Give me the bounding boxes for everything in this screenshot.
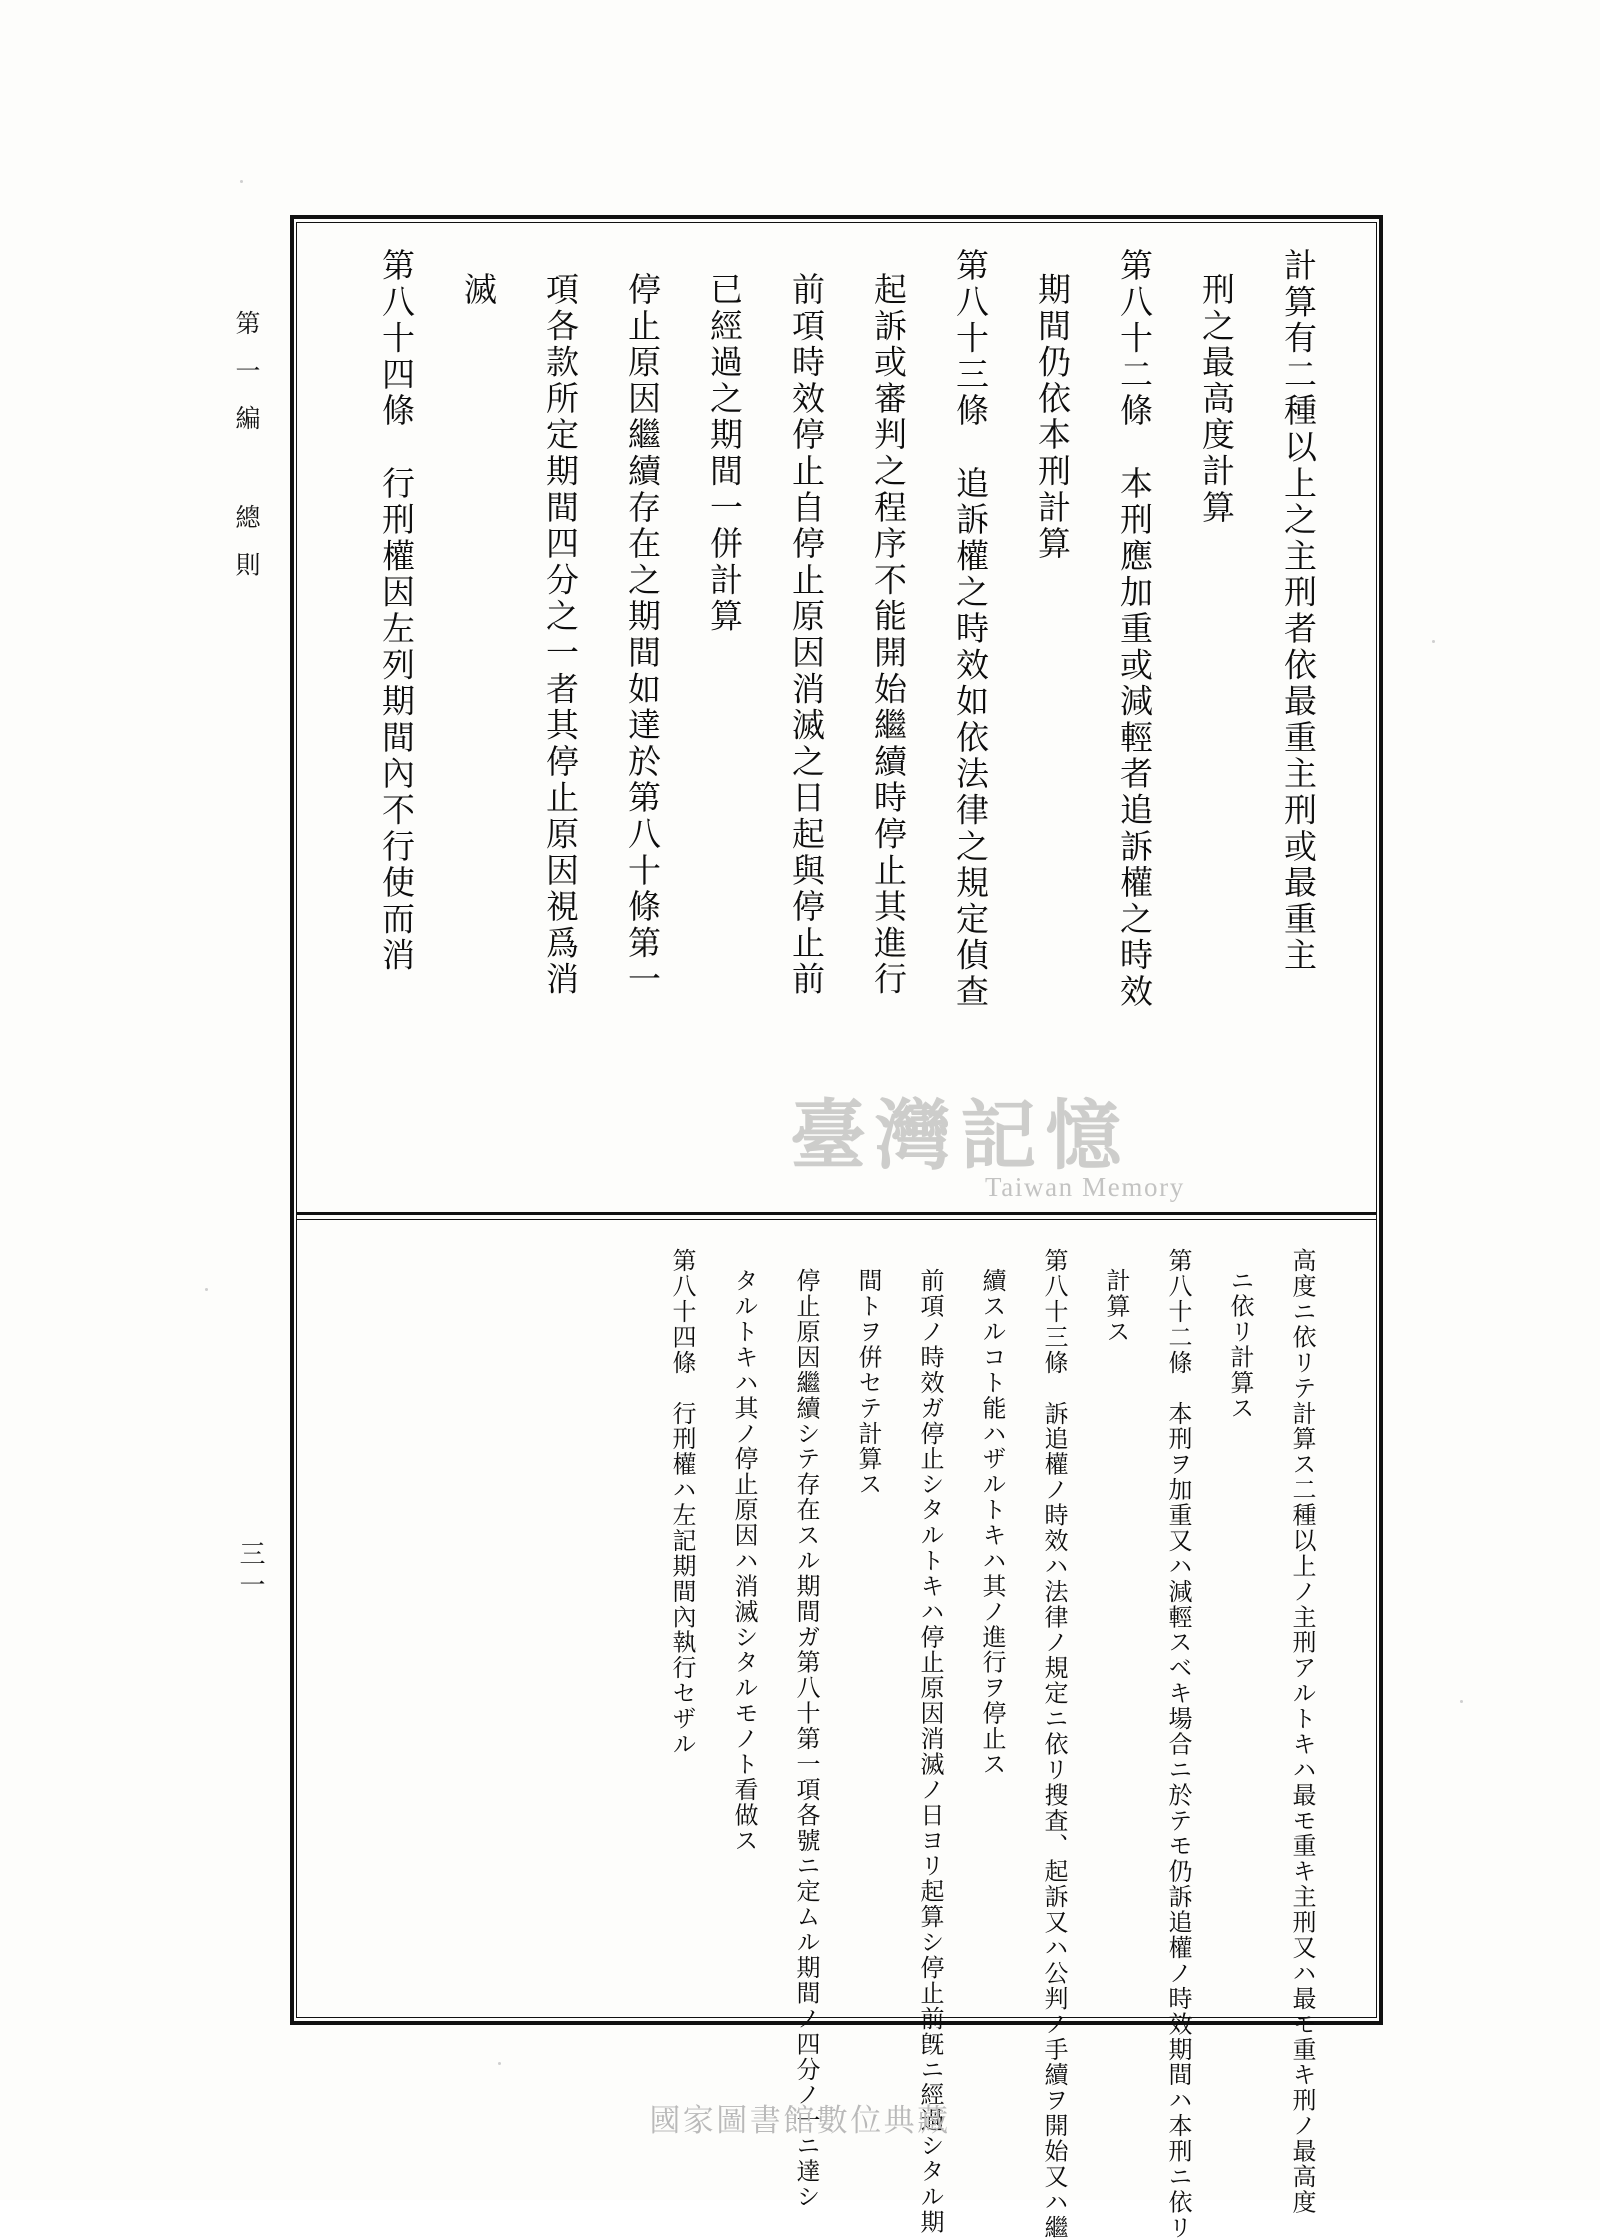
lower-column-10: タルトキハ其ノ停止原因ハ消滅シタルモノト看做ス	[730, 1268, 758, 1854]
lower-column-11: 第八十四條 行刑權ハ左記期間內執行セザル	[668, 1248, 696, 1757]
register-divider-secondary	[296, 1219, 1377, 1220]
lower-column-2: ニ依リ計算ス	[1226, 1268, 1254, 1421]
upper-column-1: 計算有二種以上之主刑者依最重主刑或最重主	[1279, 248, 1318, 974]
lower-column-4: 計算ス	[1102, 1268, 1130, 1345]
upper-column-2: 刑之最高度計算	[1197, 272, 1236, 527]
watermark-cjk: 臺灣記憶	[790, 1091, 1131, 1180]
scan-speck	[1432, 640, 1435, 643]
page-number: 三一	[235, 1540, 265, 1603]
upper-column-10: 項各款所定期間四分之一者其停止原因視爲消	[541, 272, 580, 998]
lower-column-3: 第八十二條 本刑ヲ加重又ハ減輕スベキ場合ニ於テモ仍訴追權ノ時效期間ハ本刑ニ依リ	[1164, 1248, 1192, 2240]
lower-column-6: 續スルコト能ハザルトキハ其ノ進行ヲ停止ス	[978, 1268, 1006, 1777]
upper-column-9: 停止原因繼續存在之期間如達於第八十條第一	[623, 272, 662, 998]
upper-column-11: 滅	[459, 272, 498, 309]
register-divider	[296, 1212, 1377, 1215]
scan-speck	[240, 180, 243, 183]
lower-column-1: 高度ニ依リテ計算ス二種以上ノ主刑アルトキハ最モ重キ主刑又ハ最モ重キ刑ノ最高度	[1288, 1248, 1316, 2215]
lower-column-5: 第八十三條 訴追權ノ時效ハ法律ノ規定ニ依リ搜査、起訴又ハ公判ノ手續ヲ開始又ハ繼	[1040, 1248, 1068, 2240]
upper-column-5: 第八十三條 追訴權之時效如依法律之規定偵查	[951, 248, 990, 1011]
scan-speck	[498, 2062, 501, 2065]
lower-column-9: 停止原因繼續シテ存在スル期間ガ第八十第一項各號ニ定ムル期間ノ四分ノ一ニ達シ	[792, 1268, 820, 2210]
upper-column-6: 起訴或審判之程序不能開始繼續時停止其進行	[869, 272, 908, 998]
footer-library-stamp: 國家圖書館數位典藏	[649, 2103, 951, 2139]
upper-column-12: 第八十四條 行刑權因左列期間內不行使而消	[377, 248, 416, 974]
scan-speck	[205, 1288, 208, 1291]
lower-column-7: 前項ノ時效ガ停止シタルトキハ停止原因消滅ノ日ヨリ起算シ停止前旣ニ經過シタル期	[916, 1268, 944, 2235]
upper-column-8: 已經過之期間一併計算	[705, 272, 744, 635]
upper-column-7: 前項時效停止自停止原因消滅之日起與停止前	[787, 272, 826, 998]
scan-speck	[1460, 1700, 1463, 1703]
upper-column-4: 期間仍依本刑計算	[1033, 272, 1072, 563]
running-head: 第一編 總則	[232, 310, 261, 599]
lower-column-8: 間トヲ倂セテ計算ス	[854, 1268, 882, 1497]
watermark-latin: Taiwan Memory	[985, 1172, 1185, 1202]
upper-column-3: 第八十二條 本刑應加重或減輕者追訴權之時效	[1115, 248, 1154, 1011]
